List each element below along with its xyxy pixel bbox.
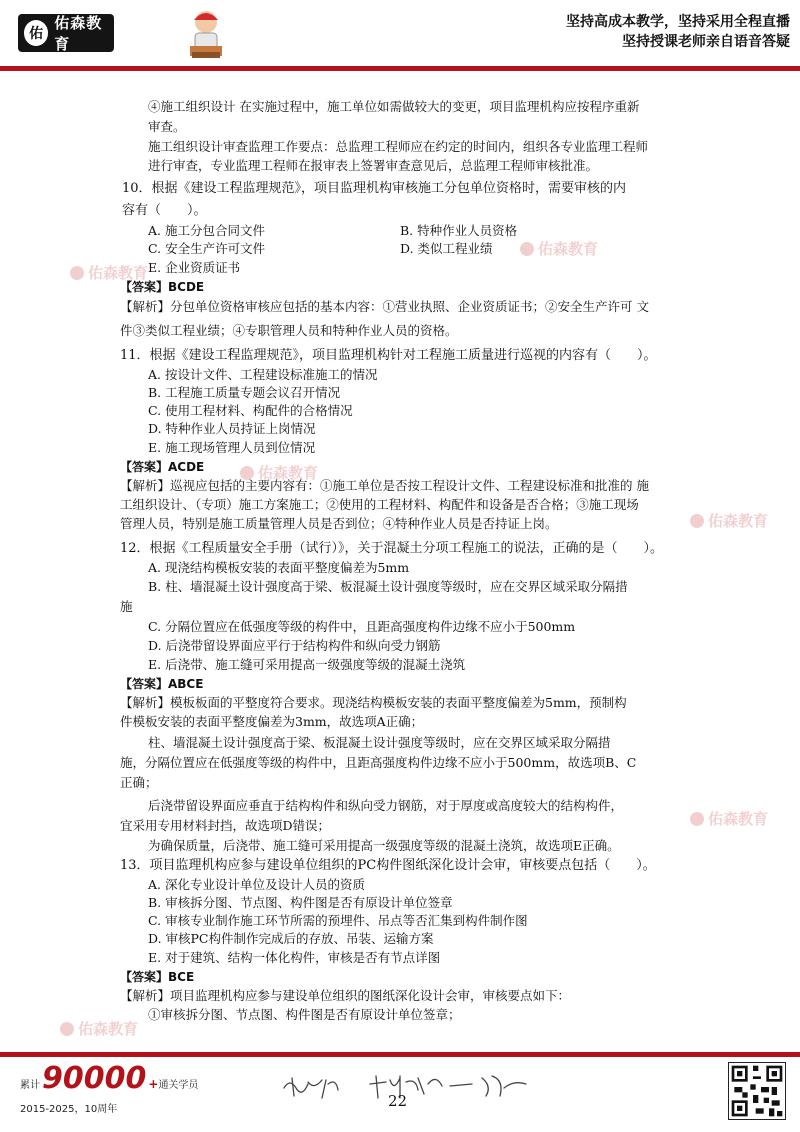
text-line: 【解析】模板板面的平整度符合要求。现浇结构模板安装的表面平整度偏差为5mm，预制构 <box>120 695 627 710</box>
text-line: B. 柱、墙混凝土设计强度高于梁、板混凝土设计强度等级时，应在交界区域采取分隔措 <box>148 579 628 594</box>
text-line: C. 使用工程材料、构配件的合格情况 <box>148 403 353 418</box>
text-line: C. 安全生产许可文件 <box>148 241 266 256</box>
page-number: 22 <box>388 1092 408 1110</box>
watermark: 佑森教育 <box>240 462 318 483</box>
question-line: 10．根据《建设工程监理规范》，项目监理机构审核施工分包单位资格时，需要审核的内 <box>122 181 627 196</box>
text-line: 后浇带留设界面应垂直于结构构件和纵向受力钢筋，对于厚度或高度较大的结构构件， <box>148 798 624 813</box>
stats-count: 90000 <box>42 1061 147 1096</box>
watermark: 佑森教育 <box>690 510 768 531</box>
text-line: ①审核拆分图、节点图、构件图是否有原设计单位签章； <box>148 1007 461 1022</box>
text-line: 【解析】巡视应包括的主要内容有：①施工单位是否按工程设计文件、工程建设标准和批准的 施 <box>120 478 649 493</box>
answer-line: 【答案】BCE <box>120 970 195 984</box>
text-line: A. 施工分包合同文件 <box>148 223 265 238</box>
qr-code-icon <box>728 1062 786 1120</box>
handwritten-signature <box>278 1066 538 1106</box>
answer-line: 【答案】ABCE <box>120 677 204 691</box>
answer-line: 【答案】ACDE <box>120 460 205 474</box>
text-line: 正确； <box>120 775 158 790</box>
text-line: 进行审查，专业监理工程师在报审表上签署审查意见后，总监理工程师审核批准。 <box>148 158 599 173</box>
watermark: 佑森教育 <box>520 238 598 259</box>
watermark-logo-icon <box>690 812 704 826</box>
footer-stats <box>20 1062 198 1115</box>
header-divider <box>0 66 800 71</box>
watermark-logo-icon <box>690 514 704 528</box>
footer-divider <box>0 1052 800 1057</box>
text-line: B. 特种作业人员资格 <box>400 223 518 238</box>
stats-suffix: 通关学员 <box>158 1080 199 1091</box>
text-line: 审查。 <box>148 119 186 134</box>
watermark: 佑森教育 <box>60 1018 138 1039</box>
text-line: 工组织设计、（专项）施工方案施工；②使用的工程材料、构配件和设备是否合格；③施工现场 <box>120 497 639 512</box>
question-line: 容有（ ）。 <box>122 203 207 218</box>
text-line: 施工组织设计审查监理工作要点：总监理工程师应在约定的时间内，组织各专业监理工程师 <box>148 139 649 154</box>
text-line: C. 分隔位置应在低强度等级的构件中，且距高强度构件边缘不应小于500mm <box>148 619 576 634</box>
text-line: A. 按设计文件、工程建设标准施工的情况 <box>148 367 378 382</box>
question-line: 12．根据《工程质量安全手册（试行）》，关于混凝土分项工程施工的说法，正确的是（ ）。 <box>120 541 664 556</box>
watermark: 佑森教育 <box>690 808 768 829</box>
text-line: D. 特种作业人员持证上岗情况 <box>148 421 316 436</box>
text-line: 管理人员，特别是施工质量管理人员是否到位；④特种作业人员是否持证上岗。 <box>120 516 558 531</box>
text-line: D. 类似工程业绩 <box>400 241 493 256</box>
text-line: E. 后浇带、施工缝可采用提高一级强度等级的混凝土浇筑 <box>148 657 466 672</box>
text-line: 【解析】分包单位资格审核应包括的基本内容：①营业执照、企业资质证书；②安全生产许可 文 <box>120 299 649 314</box>
stats-prefix: 累计 <box>20 1080 40 1091</box>
mascot-icon <box>186 6 226 62</box>
text-line: C. 审核专业制作施工环节所需的预埋件、吊点等否汇集到构件制作图 <box>148 913 528 928</box>
question-line: 13．项目监理机构应参与建设单位组织的PC构件图纸深化设计会审，审核要点包括（ ）。 <box>120 858 656 873</box>
logo-text: 佑森教育 <box>54 14 103 53</box>
text-line: ④施工组织设计 在实施过程中，施工单位如需做较大的变更，项目监理机构应按程序重新 <box>148 99 640 114</box>
text-line: 施，分隔位置应在低强度等级的构件中，且距高强度构件边缘不应小于500mm，故选项B、C <box>120 755 637 770</box>
text-line: 施 <box>120 599 133 614</box>
answer-line: 【答案】BCDE <box>120 280 205 294</box>
watermark-logo-icon <box>60 1022 74 1036</box>
text-line: E. 对于建筑、结构一体化构件，审核是否有节点详图 <box>148 950 441 965</box>
text-line: A. 深化专业设计单位及设计人员的资质 <box>148 877 365 892</box>
watermark: 佑森教育 <box>70 262 148 283</box>
watermark-logo-icon <box>520 242 534 256</box>
stats-plus: + <box>148 1077 159 1091</box>
question-line: 11．根据《建设工程监理规范》，项目监理机构针对工程施工质量进行巡视的内容有（ ）。 <box>120 348 657 363</box>
text-line: 【解析】项目监理机构应参与建设单位组织的图纸深化设计会审，审核要点如下： <box>120 988 571 1003</box>
slogan-line-2: 坚持授课老师亲自语音答疑 <box>622 34 790 50</box>
watermark-logo-icon <box>70 266 84 280</box>
text-line: 为确保质量，后浇带、施工缝可采用提高一级强度等级的混凝土浇筑，故选项E正确。 <box>148 838 620 853</box>
stats-years: 2015-2025，10周年 <box>20 1104 118 1115</box>
slogan-line-1: 坚持高成本教学，坚持采用全程直播 <box>566 14 790 30</box>
brand-logo <box>18 14 114 52</box>
header-slogans <box>566 12 790 52</box>
text-line: 件③类似工程业绩；④专职管理人员和特种作业人员的资格。 <box>120 323 458 338</box>
text-line: B. 工程施工质量专题会议召开情况 <box>148 385 341 400</box>
page-header <box>0 0 800 66</box>
text-line: E. 企业资质证书 <box>148 260 241 275</box>
logo-mark-icon: 佑 <box>24 20 48 46</box>
text-line: 柱、墙混凝土设计强度高于梁、板混凝土设计强度等级时，应在交界区域采取分隔措 <box>148 735 611 750</box>
text-line: A. 现浇结构模板安装的表面平整度偏差为5mm <box>148 560 410 575</box>
text-line: B. 审核拆分图、节点图、构件图是否有原设计单位签章 <box>148 895 453 910</box>
text-line: 件模板安装的表面平整度偏差为3mm，故选项A正确； <box>120 714 424 729</box>
text-line: D. 后浇带留设界面应平行于结构构件和纵向受力钢筋 <box>148 638 441 653</box>
text-line: 宜采用专用材料封挡，故选项D错误； <box>120 818 331 833</box>
text-line: D. 审核PC构件制作完成后的存放、吊装、运输方案 <box>148 931 434 946</box>
text-line: E. 施工现场管理人员到位情况 <box>148 440 316 455</box>
